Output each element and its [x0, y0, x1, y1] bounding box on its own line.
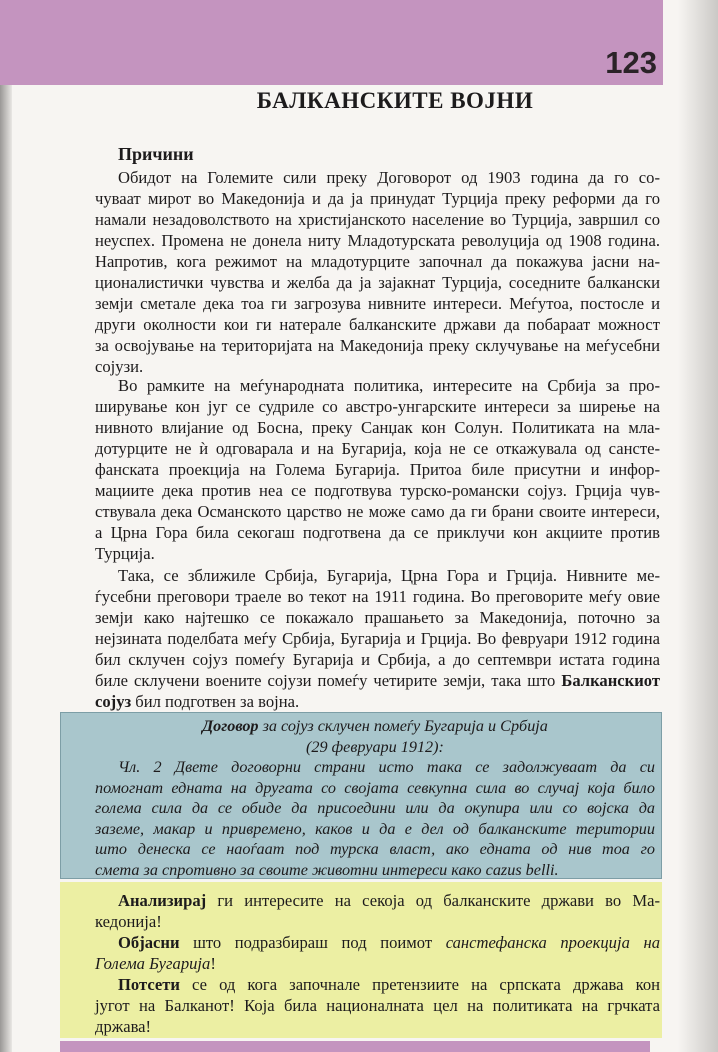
treaty-line: Чл. 2 Двете договорни страни исто така се задолжуваат да си [118, 758, 655, 776]
text-line [95, 890, 660, 911]
text-line [95, 188, 660, 209]
text-line [95, 670, 660, 691]
text-run: југот на Балканот! Која била националната цел на политиката на грчката [95, 996, 660, 1015]
text-line [95, 911, 660, 932]
text-line [95, 995, 660, 1016]
text-line [95, 974, 660, 995]
treaty-line: смета за спротивно за своите животни интереси како cazus belli. [95, 860, 559, 879]
text-run: чуваат мирот во Македонија и да ја принудат Турција преку реформи да го [95, 189, 660, 208]
text-run: нивното влијание од Босна, преку Санџак кон Солун. Политиката на мла- [95, 418, 660, 437]
text-run: ширување кон југ се судриле со австро-унгарските интереси за ширење на [95, 397, 660, 416]
text-run: нејзината поделбата меѓу Србија, Бугарија и Грција. Во февруари 1912 година [95, 629, 660, 648]
text-run: за освојување на територијата на Македонија преку склучување на меѓусебни [95, 336, 660, 355]
text-line [95, 230, 660, 251]
italic-term: санстефанска проекција на [445, 933, 661, 952]
text-run: земји сметале дека тоа ги загрозува нивните интереси. Меѓутоа, постосле и [95, 294, 660, 313]
text-line [95, 251, 660, 272]
page-gutter-shadow [0, 0, 12, 1052]
text-line [95, 932, 660, 953]
text-run: Обидот на Големите сили преку Договорот од 1903 година да го со- [118, 168, 660, 187]
text-run: сојузи. [95, 357, 144, 376]
text-run: други околности кои ги натерале балканските држави да побараат можност [95, 315, 660, 334]
treaty-line: заземе, макар и привремено, каков и да е дел од балканските територии [95, 819, 655, 838]
text-run: Напротив, кога режимот на младотурците започнал да покажува јасни на- [95, 252, 660, 271]
text-run: држава! [95, 1017, 152, 1036]
treaty-line: помогнат едната на другата со својата севкупна сила во случај која било [95, 778, 655, 797]
text-line [95, 375, 660, 396]
text-line [95, 565, 660, 586]
text-line [95, 501, 660, 522]
text-run: ствувала дека Османското царство не може само да ги брани своите интереси, [95, 502, 660, 521]
treaty-date: (29 февруари 1912): [306, 737, 444, 756]
text-line [95, 356, 660, 377]
text-run: Во рамките на меѓународната политика, интересите на Србија за про- [118, 376, 660, 395]
page-edge-shadow [678, 0, 718, 1052]
treaty-quote [95, 716, 655, 880]
text-run: мациите дека против неа се подготвува турско-романски сојуз. Грција чув- [95, 481, 660, 500]
text-line [95, 459, 660, 480]
text-run: бил подготвен за војна. [131, 692, 300, 711]
tasks-list [95, 890, 660, 1037]
treaty-line: голема сила да се обиде да присоедини или да окупира или со војска да [95, 799, 655, 817]
text-line [95, 522, 660, 543]
paragraph-2 [95, 375, 660, 564]
bold-term: Анализирај [118, 891, 207, 910]
text-run: кедонија! [95, 912, 162, 931]
text-run: што подразбираш под поимот [179, 933, 446, 952]
bold-term: Објасни [118, 933, 180, 952]
text-run: ѓусебни преговори траеле во текот на 1911 година. Во преговорите меѓу овие [95, 587, 660, 606]
treaty-title-rest: за сојуз склучен помеѓу Бугарија и Србија [258, 717, 548, 735]
text-line [95, 586, 660, 607]
bold-term: Потсети [118, 975, 180, 994]
text-line [95, 438, 660, 459]
text-line [95, 628, 660, 649]
text-line [95, 417, 660, 438]
text-line [95, 543, 660, 564]
text-line [95, 480, 660, 501]
treaty-title [95, 716, 655, 737]
text-line [95, 1016, 660, 1037]
text-run: ги интересите на секоја од балканските држави во Ма- [206, 891, 660, 910]
text-run: ционалистички чувства и желба да ја зајакнат Турција, соседните балкански [95, 273, 660, 292]
text-line [95, 335, 660, 356]
text-line [95, 272, 660, 293]
text-run: фанската проекција на Голема Бугарија. Притоа биле присутни и инфор- [95, 460, 660, 479]
text-run: дотурците не ѝ одговарала и на Бугарија, која не се откажувала од сансте- [95, 439, 660, 458]
text-line [95, 649, 660, 670]
text-run: бил склучен сојуз помеѓу Бугарија и Србија, а до септември истата година [95, 650, 660, 669]
text-run: Така, се зближиле Србија, Бугарија, Црна Гора и Грција. Нивните ме- [118, 566, 660, 585]
chapter-title: БАЛКАНСКИТЕ ВОЈНИ [256, 88, 534, 113]
footer-band [60, 1041, 650, 1052]
paragraph-1 [95, 167, 660, 377]
text-line [95, 209, 660, 230]
header-band [0, 0, 663, 85]
text-line [95, 314, 660, 335]
text-line [95, 396, 660, 417]
text-line [95, 691, 660, 712]
treaty-body [95, 757, 655, 880]
text-run: се од кога започнале претензиите на српската држава кон [179, 975, 660, 994]
text-run: Турција. [95, 544, 155, 563]
text-run: земји како најтешко се покажало прашањето за Македонија, поточно за [95, 608, 660, 627]
text-run: ! [210, 954, 216, 973]
bold-term: сојуз [95, 692, 132, 711]
text-line [95, 167, 660, 188]
paragraph-3 [95, 565, 660, 712]
text-line [95, 953, 660, 974]
bold-term: Балканскиот [561, 671, 660, 690]
treaty-line: што денеска се наоѓаат под турска власт, ако едната од нив тоа го [95, 840, 655, 858]
text-run: намали незадоволството на христијанското население во Турција, завршил со [95, 210, 660, 229]
text-run: а Црна Гора била секогаш подготвена да се приклучи кон акциите против [95, 523, 660, 542]
text-run: биле склучени воените сојузи помеѓу четирите земји, така што [95, 671, 562, 690]
text-line [95, 293, 660, 314]
italic-term: Голема Бугарија [95, 954, 211, 973]
treaty-title-bold: Договор [202, 717, 259, 735]
text-line [95, 607, 660, 628]
text-run: неуспех. Промена не донела ниту Младотурската револуција од 1908 година. [95, 231, 660, 250]
section-heading: Причини [118, 144, 194, 164]
page-number: 123 [605, 45, 657, 80]
